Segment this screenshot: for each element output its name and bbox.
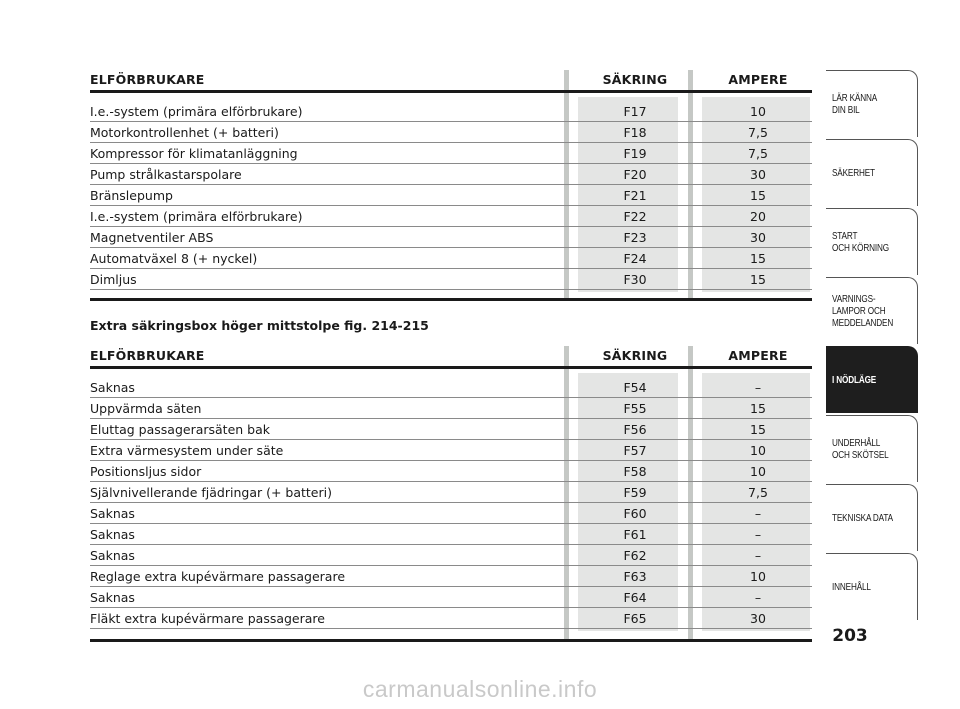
table-row <box>90 377 812 398</box>
table-row <box>90 419 812 440</box>
chapter-tab-label: VARNINGS- LAMPOR OCH MEDDELANDEN <box>832 293 894 329</box>
consumer-name: Positionsljus sidor <box>90 464 202 479</box>
fuse-id: F19 <box>623 146 647 161</box>
ampere-value: – <box>754 548 762 563</box>
table-row <box>90 122 812 143</box>
consumer-name: Bränslepump <box>90 188 173 203</box>
fuse-id: F63 <box>623 569 647 584</box>
row-rule <box>90 628 812 629</box>
table-row <box>90 143 812 164</box>
consumer-name: Dimljus <box>90 272 137 287</box>
table-row <box>90 398 812 419</box>
table-row <box>90 164 812 185</box>
ampere-value: – <box>754 590 762 605</box>
consumer-name: I.e.-system (primära elförbrukare) <box>90 209 303 224</box>
consumer-name: Uppvärmda säten <box>90 401 202 416</box>
fuse-id: F20 <box>623 167 647 182</box>
ampere-value: 30 <box>750 230 766 245</box>
ampere-value: – <box>754 527 762 542</box>
ampere-value: 15 <box>750 401 766 416</box>
ampere-value: 15 <box>750 272 766 287</box>
table-row <box>90 206 812 227</box>
ampere-value: – <box>754 380 762 395</box>
fuse-id: F22 <box>623 209 647 224</box>
ampere-value: 15 <box>750 422 766 437</box>
fuse-id: F64 <box>623 590 647 605</box>
consumer-name: Eluttag passagerarsäten bak <box>90 422 270 437</box>
fuse-id: F56 <box>623 422 647 437</box>
footer-rule <box>90 639 812 642</box>
chapter-tab[interactable] <box>826 277 918 344</box>
chapter-tab-label: START OCH KÖRNING <box>832 230 889 254</box>
column-header: AMPERE <box>728 348 788 363</box>
fuse-id: F23 <box>623 230 647 245</box>
table-row <box>90 101 812 122</box>
fuse-id: F57 <box>623 443 647 458</box>
fuse-id: F60 <box>623 506 647 521</box>
fuse-id: F17 <box>623 104 647 119</box>
fuse-table-extra <box>90 346 812 642</box>
fuse-table-main <box>90 70 812 302</box>
table-row <box>90 269 812 290</box>
chapter-tab-label: I NÖDLÄGE <box>832 374 877 386</box>
consumer-name: Saknas <box>90 380 135 395</box>
table-row <box>90 566 812 587</box>
chapter-tab-label: SÄKERHET <box>832 167 875 179</box>
column-header: SÄKRING <box>602 348 668 363</box>
fuse-id: F61 <box>623 527 647 542</box>
chapter-tab[interactable] <box>826 139 918 206</box>
fuse-id: F21 <box>623 188 647 203</box>
ampere-value: – <box>754 506 762 521</box>
consumer-name: Fläkt extra kupévärmare passagerare <box>90 611 325 626</box>
table-header <box>90 346 812 366</box>
chapter-tab-label: TEKNISKA DATA <box>832 512 893 524</box>
ampere-value: 10 <box>750 569 766 584</box>
column-header: ELFÖRBRUKARE <box>90 348 205 363</box>
consumer-name: Saknas <box>90 506 135 521</box>
watermark: carmanualsonline.info <box>362 676 598 702</box>
fuse-id: F62 <box>623 548 647 563</box>
ampere-value: 30 <box>750 611 766 626</box>
ampere-value: 10 <box>750 104 766 119</box>
consumer-name: I.e.-system (primära elförbrukare) <box>90 104 303 119</box>
table-row <box>90 482 812 503</box>
fuse-id: F24 <box>623 251 647 266</box>
fuse-id: F18 <box>623 125 647 140</box>
table-row <box>90 587 812 608</box>
chapter-tab[interactable] <box>826 70 918 137</box>
footer-rule <box>90 298 812 301</box>
chapter-tab[interactable] <box>826 415 918 482</box>
consumer-name: Pump strålkastarspolare <box>90 167 242 182</box>
header-rule <box>90 366 812 369</box>
table-row <box>90 608 812 629</box>
ampere-value: 30 <box>750 167 766 182</box>
header-rule <box>90 90 812 93</box>
row-rule <box>90 289 812 290</box>
consumer-name: Automatväxel 8 (+ nyckel) <box>90 251 258 266</box>
fuse-id: F58 <box>623 464 647 479</box>
column-header: SÄKRING <box>602 72 668 87</box>
consumer-name: Reglage extra kupévärmare passagerare <box>90 569 346 584</box>
chapter-tab[interactable] <box>826 484 918 551</box>
consumer-name: Motorkontrollenhet (+ batteri) <box>90 125 279 140</box>
table-row <box>90 503 812 524</box>
ampere-value: 10 <box>750 443 766 458</box>
table-row <box>90 524 812 545</box>
fuse-id: F30 <box>623 272 647 287</box>
consumer-name: Kompressor för klimatanläggning <box>90 146 298 161</box>
ampere-value: 15 <box>750 251 766 266</box>
chapter-tab[interactable] <box>826 346 918 413</box>
page-number: 203 <box>832 626 868 646</box>
fuse-id: F55 <box>623 401 647 416</box>
ampere-value: 7,5 <box>748 125 768 140</box>
chapter-tab-label: INNEHÅLL <box>832 581 871 593</box>
column-header: ELFÖRBRUKARE <box>90 72 205 87</box>
consumer-name: Saknas <box>90 548 135 563</box>
fuse-id: F59 <box>623 485 647 500</box>
table-header <box>90 70 812 90</box>
table-row <box>90 227 812 248</box>
consumer-name: Självnivellerande fjädringar (+ batteri) <box>90 485 332 500</box>
table-row <box>90 545 812 566</box>
consumer-name: Saknas <box>90 590 135 605</box>
chapter-tab-label: LÄR KÄNNA DIN BIL <box>832 92 878 116</box>
table-row <box>90 461 812 482</box>
chapter-tab-label: UNDERHÅLL OCH SKÖTSEL <box>832 437 889 461</box>
fuse-id: F65 <box>623 611 647 626</box>
column-header: AMPERE <box>728 72 788 87</box>
ampere-value: 7,5 <box>748 146 768 161</box>
consumer-name: Saknas <box>90 527 135 542</box>
table-row <box>90 248 812 269</box>
chapter-tab[interactable] <box>826 208 918 275</box>
chapter-tab[interactable] <box>826 553 918 620</box>
ampere-value: 7,5 <box>748 485 768 500</box>
extra-fusebox-caption: Extra säkringsbox höger mittstolpe fig. 214-215 <box>90 318 429 333</box>
table-row <box>90 185 812 206</box>
ampere-value: 15 <box>750 188 766 203</box>
consumer-name: Magnetventiler ABS <box>90 230 214 245</box>
table-row <box>90 440 812 461</box>
ampere-value: 10 <box>750 464 766 479</box>
ampere-value: 20 <box>750 209 766 224</box>
fuse-id: F54 <box>623 380 647 395</box>
consumer-name: Extra värmesystem under säte <box>90 443 284 458</box>
